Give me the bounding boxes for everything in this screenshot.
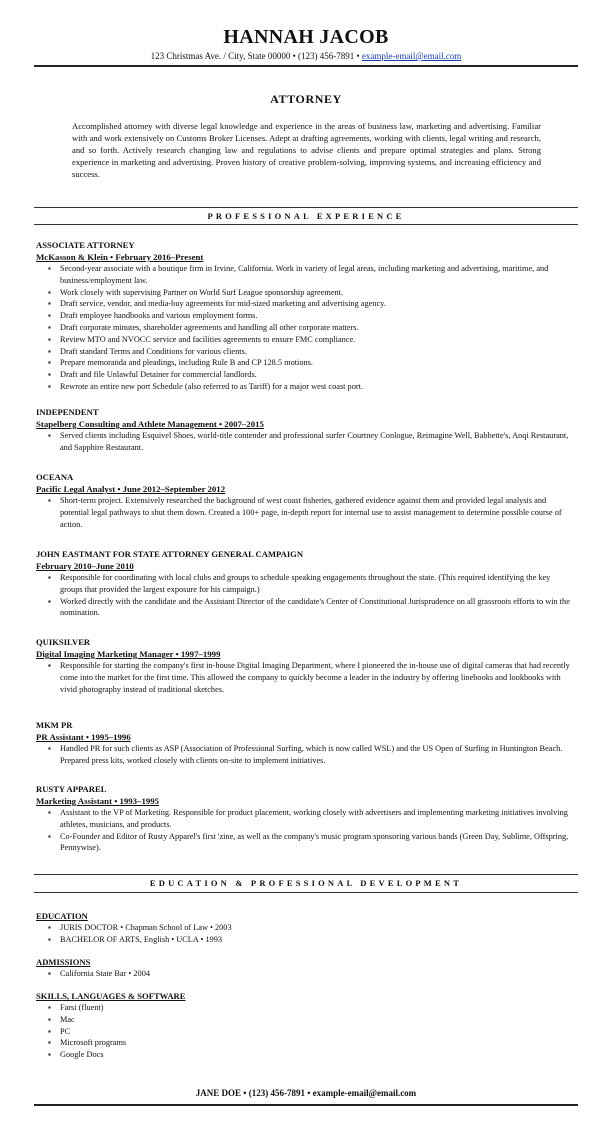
admissions-heading: ADMISSIONS [36, 957, 91, 967]
section-rule [34, 874, 578, 875]
job-bullet: ▪ Responsible for coordinating with local clubs and groups to schedule speaking engagements throughout the state. (This required identifying the key groups that provided the largest exposure for his campaign.) [36, 572, 572, 596]
job-bullets [36, 263, 572, 393]
job-bullets [36, 572, 572, 619]
job-entry [36, 406, 572, 454]
job-bullet: ▪ Served clients including Esquivel Shoes, world-title contender and professional surfer Courtney Conlogue, Reimagine Well, Babbette's, Anqi Restaurant, and Sapphire Restaurant. [36, 430, 572, 454]
admissions-item: ▪ California State Bar • 2004 [36, 968, 572, 980]
footer-rule [34, 1104, 578, 1106]
job-bullet: ▪ Review MTO and NVOCC service and facilities agreements to ensure FMC compliance. [36, 334, 572, 346]
job-bullet: ▪ Second-year associate with a boutique firm in Irvine, California. Work in variety of legal areas, including marketing and advertising, maritime, and business/employment law. [36, 263, 572, 287]
job-entry [36, 239, 572, 393]
skills-item: ▪ Farsi (fluent) [36, 1002, 572, 1014]
job-bullet: ▪ Worked directly with the candidate and the Assistant Director of the candidate's Center of Constitutional Jurisprudence on all grassroots efforts to win the nomination. [36, 596, 572, 620]
job-bullets [36, 430, 572, 454]
job-bullet: ▪ Draft standard Terms and Conditions for various clients. [36, 346, 572, 358]
job-bullet: ▪ Co-Founder and Editor of Rusty Apparel's first 'zine, as well as the company's music program sponsoring various bands (Green Day, Sublime, Offspring, Pennywise). [36, 831, 572, 855]
job-employer: INDEPENDENT [36, 407, 99, 417]
section-heading-experience: PROFESSIONAL EXPERIENCE [207, 211, 405, 221]
job-position: Stapelberg Consulting and Athlete Management • 2007–2015 [36, 419, 264, 429]
job-entry [36, 783, 572, 854]
job-employer: JOHN EASTMANT FOR STATE ATTORNEY GENERAL CAMPAIGN [36, 549, 304, 559]
job-bullet: ▪ Prepare memoranda and pleadings, including Rule B and CP 128.5 motions. [36, 357, 572, 369]
section-rule [34, 892, 578, 893]
job-employer: MKM PR [36, 720, 73, 730]
job-title: ATTORNEY [270, 92, 342, 106]
footer-contact: JANE DOE • (123) 456-7891 • example-email@email.com [195, 1088, 417, 1098]
contact-line [0, 51, 612, 61]
job-entry [36, 636, 572, 695]
job-bullets [36, 807, 572, 854]
section-rule [34, 207, 578, 208]
admissions-list [36, 968, 572, 980]
section-heading-education: EDUCATION & PROFESSIONAL DEVELOPMENT [149, 878, 463, 888]
candidate-name: HANNAH JACOB [223, 26, 389, 48]
job-entry [36, 719, 572, 767]
job-bullet: ▪ Draft and file Unlawful Detainer for commercial landlords. [36, 369, 572, 381]
skills-item: ▪ PC [36, 1026, 572, 1038]
job-bullets [36, 660, 572, 695]
job-employer: OCEANA [36, 472, 74, 482]
job-bullet: ▪ Draft corporate minutes, shareholder agreements and handling all other corporate matters. [36, 322, 572, 334]
education-list [36, 922, 572, 946]
job-bullet: ▪ Work closely with supervising Partner on World Surf League sponsorship agreement. [36, 287, 572, 299]
job-position: Digital Imaging Marketing Manager • 1997–1999 [36, 649, 221, 659]
job-bullet: ▪ Draft service, vendor, and media-buy agreements for mid-sized marketing and advertising agency. [36, 298, 572, 310]
skills-item: ▪ Microsoft programs [36, 1037, 572, 1049]
job-bullet: ▪ Assistant to the VP of Marketing. Responsible for product placement, working closely with advertisers and implementing marketing initiatives involving athletes, musicians, and products. [36, 807, 572, 831]
job-position: February 2010–June 2010 [36, 561, 134, 571]
section-rule [34, 224, 578, 225]
skills-block [36, 990, 572, 1061]
job-bullets [36, 743, 572, 767]
education-item: ▪ JURIS DOCTOR • Chapman School of Law • 2003 [36, 922, 572, 934]
email-link[interactable]: example-email@email.com [361, 51, 462, 61]
job-position: Marketing Assistant • 1993–1995 [36, 796, 160, 806]
education-block [36, 910, 572, 946]
job-employer: ASSOCIATE ATTORNEY [36, 240, 135, 250]
header-rule [34, 65, 578, 67]
job-entry [36, 471, 572, 530]
job-position: PR Assistant • 1995–1996 [36, 732, 131, 742]
job-bullet: ▪ Rewrote an entire new port Schedule (also referred to as Tariff) for a major west coast port. [36, 381, 572, 393]
skills-list [36, 1002, 572, 1061]
job-bullet: ▪ Responsible for starting the company's first in-house Digital Imaging Department, where I pioneered the in-house use of digital cameras that had recently come into the market for the first time. This allowed the company to quickly become a leader in the industry by offering linebooks and lookbooks with vivid photography instead of traditional sketches. [36, 660, 572, 695]
job-entry [36, 548, 572, 619]
summary-paragraph: Accomplished attorney with diverse legal knowledge and experience in the areas of business law, marketing and advertising. Familiar with and work extensively on Customs Broker Licenses. Adept at drafting agreements, working with clients, legal writing and research, and so forth. Actively research changing law and regulations to advise clients and prepare optimal strategies and plans. Strong experience in marketing and advertising. Proven history of creative problem-solving, improving systems, and increasing efficiency and success. [72, 121, 541, 179]
job-position: Pacific Legal Analyst • June 2012–September 2012 [36, 484, 226, 494]
skills-item: ▪ Mac [36, 1014, 572, 1026]
contact-text: 123 Christmas Ave. / City, State 00000 • (123) 456-7891 • [150, 51, 362, 61]
admissions-block [36, 956, 572, 980]
job-employer: QUIKSILVER [36, 637, 91, 647]
job-position: McKasson & Klein • February 2016–Present [36, 252, 204, 262]
skills-heading: SKILLS, LANGUAGES & SOFTWARE [36, 991, 186, 1001]
job-employer: RUSTY APPAREL [36, 784, 107, 794]
job-bullets [36, 495, 572, 530]
skills-item: ▪ Google Docs [36, 1049, 572, 1061]
education-item: ▪ BACHELOR OF ARTS, English • UCLA • 1993 [36, 934, 572, 946]
job-bullet: ▪ Draft employee handbooks and various employment forms. [36, 310, 572, 322]
education-heading: EDUCATION [36, 911, 88, 921]
job-bullet: ▪ Short-term project. Extensively researched the background of west coast fisheries, gathered evidence against them and provided legal analysis and potential legal pathways to shut them down. Created a 100+ page, in-depth report for internal use to assist management to determine possible course of action. [36, 495, 572, 530]
job-bullet: ▪ Handled PR for such clients as ASP (Association of Professional Surfing, which is now called WSL) and the US Open of Surfing in Huntington Beach. Prepared press kits, worked closely with clients on-site to implement initiatives. [36, 743, 572, 767]
